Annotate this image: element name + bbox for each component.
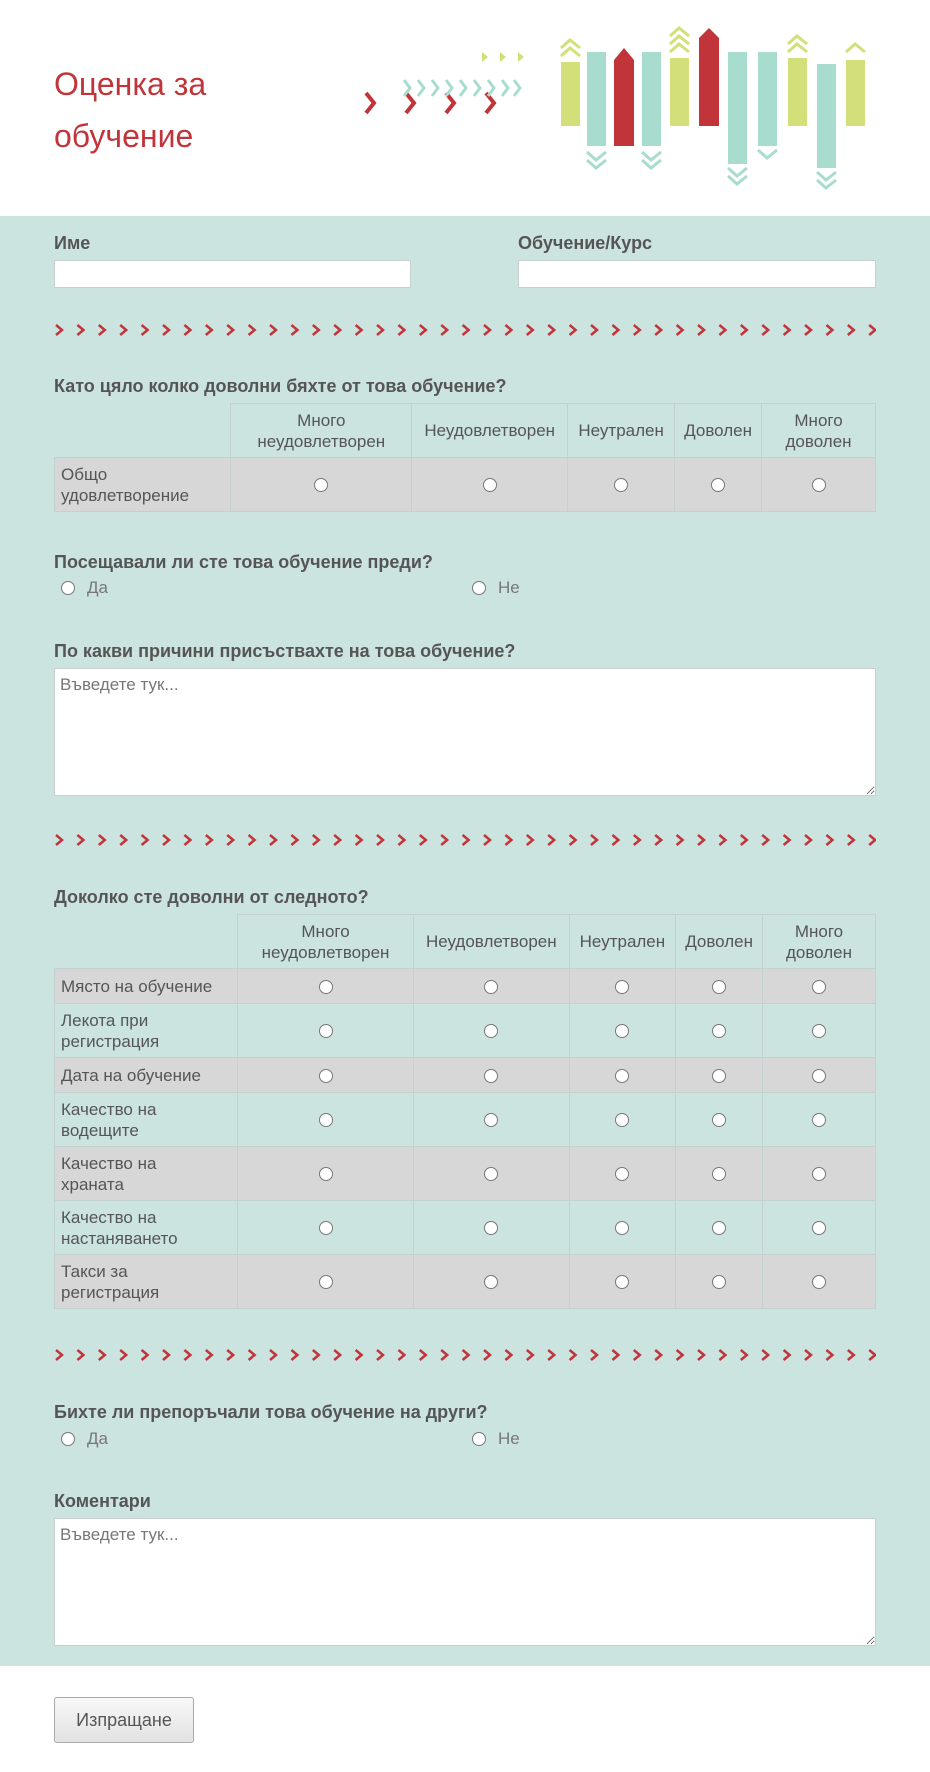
chevron-right-icon [463,1350,469,1360]
radio-neutral[interactable] [615,1113,629,1127]
radio-neutral[interactable] [615,1167,629,1181]
lime-arrows-icon [482,52,524,62]
chevron-right-icon [612,835,618,845]
chevron-right-icon [334,325,340,335]
chevron-right-icon [698,835,704,845]
radio-very-dissatisfied[interactable] [319,1167,333,1181]
form-header [0,0,930,216]
chevron-right-icon [99,835,105,845]
chevron-right-icon [634,325,640,335]
chevron-right-icon [420,1350,426,1360]
matrix-row [55,969,876,1004]
chevron-right-icon [206,835,212,845]
radio-very-dissatisfied[interactable] [314,478,328,492]
row-label: Такси за регистрация [55,1255,238,1309]
chevron-right-icon [291,1350,297,1360]
chevron-right-icon [227,325,233,335]
radio-satisfied[interactable] [711,478,725,492]
column-header-dissatisfied: Неудовлетворен [412,404,568,458]
chevron-right-icon [655,1350,661,1360]
submit-button[interactable]: Изпращане [54,1697,194,1743]
radio-dissatisfied[interactable] [483,478,497,492]
chevron-right-icon [677,835,683,845]
chevron-right-icon [270,1350,276,1360]
chevron-right-icon [356,1350,362,1360]
matrix-corner [55,404,231,458]
radio-yes[interactable] [61,1432,75,1446]
chevron-right-icon [56,325,62,335]
column-header-neutral: Неутрален [568,404,675,458]
chevron-right-icon [377,835,383,845]
vertical-arrow-bars-icon [561,28,865,188]
chevron-right-icon [163,1350,169,1360]
chevron-right-icon [463,835,469,845]
chevron-right-icon [120,325,126,335]
chevron-right-icon [612,1350,618,1360]
chevron-divider [54,1348,876,1362]
radio-very-satisfied[interactable] [812,1167,826,1181]
radio-neutral[interactable] [615,1024,629,1038]
chevron-right-icon [184,325,190,335]
chevron-right-icon [291,325,297,335]
column-header-very-satisfied: Много доволен [762,404,876,458]
chevron-right-icon [527,1350,533,1360]
form-body [0,216,930,1666]
chevron-right-icon [313,1350,319,1360]
q3-question: По какви причини присъствахте на това обучение? [54,641,516,661]
radio-neutral[interactable] [614,478,628,492]
column-header-very-dissatisfied: Много неудовлетворен [238,915,414,969]
chevron-right-icon [184,835,190,845]
matrix-row [55,1093,876,1147]
chevron-right-icon [99,1350,105,1360]
radio-very-satisfied[interactable] [812,1069,826,1083]
radio-satisfied[interactable] [712,1113,726,1127]
column-header-dissatisfied: Неудовлетворен [414,915,570,969]
radio-very-satisfied[interactable] [812,1275,826,1289]
radio-very-dissatisfied[interactable] [319,1113,333,1127]
chevron-right-icon [77,835,83,845]
radio-dissatisfied[interactable] [484,980,498,994]
radio-satisfied[interactable] [712,1167,726,1181]
q5-question: Бихте ли препоръчали това обучение на други? [54,1402,488,1422]
chevron-right-icon [848,835,854,845]
chevron-divider [54,833,876,847]
chevron-right-icon [719,1350,725,1360]
chevron-right-icon [505,1350,511,1360]
chevron-right-icon [227,1350,233,1360]
column-header-satisfied: Доволен [676,915,763,969]
chevron-right-icon [56,1350,62,1360]
matrix-row [55,1255,876,1309]
header-decoration-image [0,0,930,216]
chevron-right-icon [869,325,875,335]
matrix-corner [55,915,238,969]
chevron-right-icon [420,325,426,335]
chevron-right-icon [356,835,362,845]
chevron-right-icon [869,1350,875,1360]
chevron-right-icon [120,1350,126,1360]
q4-question: Доколко сте доволни от следното? [54,887,369,907]
chevron-right-icon [377,1350,383,1360]
title-line-1: Оценка за [54,66,207,102]
chevron-right-icon [762,835,768,845]
q6-question: Коментари [54,1491,151,1511]
chevron-right-icon [56,835,62,845]
q2-question: Посещавали ли сте това обучение преди? [54,552,433,572]
chevron-right-icon [377,325,383,335]
chevron-right-icon [227,835,233,845]
chevron-right-icon [505,325,511,335]
mint-chevrons-icon [404,80,520,96]
chevron-right-icon [463,325,469,335]
chevron-right-icon [719,835,725,845]
row-label: Качество на храната [55,1147,238,1201]
row-label: Качество на водещите [55,1093,238,1147]
reasons-textarea[interactable] [54,668,876,796]
chevron-right-icon [249,325,255,335]
radio-very-dissatisfied[interactable] [319,1275,333,1289]
chevron-right-icon [548,325,554,335]
chevron-right-icon [741,835,747,845]
chevron-right-icon [570,325,576,335]
radio-very-dissatisfied[interactable] [319,980,333,994]
chevron-right-icon [398,835,404,845]
chevron-right-icon [570,1350,576,1360]
radio-dissatisfied[interactable] [484,1167,498,1181]
chevron-right-icon [313,325,319,335]
chevron-right-icon [163,325,169,335]
column-header-very-satisfied: Много доволен [762,915,875,969]
chevron-right-icon [848,1350,854,1360]
name-label: Име [54,233,91,253]
chevron-right-icon [206,1350,212,1360]
chevron-right-icon [184,1350,190,1360]
chevron-right-icon [484,835,490,845]
radio-very-satisfied[interactable] [812,1024,826,1038]
radio-very-satisfied[interactable] [812,1113,826,1127]
chevron-right-icon [334,1350,340,1360]
radio-very-dissatisfied[interactable] [319,1024,333,1038]
chevron-right-icon [719,325,725,335]
chevron-right-icon [548,1350,554,1360]
chevron-right-icon [142,835,148,845]
q5-option-yes[interactable] [61,1429,108,1449]
matrix-row [55,1201,876,1255]
chevron-right-icon [805,835,811,845]
chevron-right-icon [784,1350,790,1360]
chevron-right-icon [655,835,661,845]
chevron-right-icon [313,835,319,845]
radio-dissatisfied[interactable] [484,1024,498,1038]
chevron-right-icon [484,325,490,335]
chevron-right-icon [784,835,790,845]
chevron-right-icon [291,835,297,845]
radio-neutral[interactable] [615,980,629,994]
chevron-right-icon [270,835,276,845]
chevron-right-icon [826,835,832,845]
q5-option-no[interactable] [472,1429,520,1449]
chevron-right-icon [249,835,255,845]
chevron-right-icon [527,325,533,335]
chevron-right-icon [505,835,511,845]
radio-no[interactable] [472,1432,486,1446]
radio-very-satisfied[interactable] [812,1221,826,1235]
chevron-right-icon [142,1350,148,1360]
chevron-right-icon [698,1350,704,1360]
chevron-right-icon [99,325,105,335]
chevron-right-icon [805,325,811,335]
chevron-right-icon [591,835,597,845]
chevron-right-icon [270,325,276,335]
q4-matrix [54,914,876,1309]
chevron-right-icon [698,325,704,335]
option-label-no: Не [498,1429,520,1448]
chevron-right-icon [826,325,832,335]
chevron-right-icon [398,1350,404,1360]
matrix-row [55,458,876,512]
radio-neutral[interactable] [615,1069,629,1083]
chevron-right-icon [206,325,212,335]
chevron-right-icon [441,1350,447,1360]
chevron-right-icon [869,835,875,845]
matrix-row [55,1147,876,1201]
chevron-right-icon [484,1350,490,1360]
chevron-right-icon [441,835,447,845]
radio-neutral[interactable] [615,1275,629,1289]
chevron-right-icon [762,325,768,335]
chevron-right-icon [634,1350,640,1360]
course-input[interactable] [518,260,876,288]
chevron-right-icon [655,325,661,335]
column-header-satisfied: Доволен [675,404,762,458]
matrix-row [55,1004,876,1058]
chevron-right-icon [634,835,640,845]
chevron-right-icon [826,1350,832,1360]
chevron-right-icon [784,325,790,335]
chevron-right-icon [398,325,404,335]
chevron-right-icon [848,325,854,335]
chevron-right-icon [249,1350,255,1360]
chevron-right-icon [677,1350,683,1360]
chevron-right-icon [591,325,597,335]
radio-dissatisfied[interactable] [484,1275,498,1289]
chevron-right-icon [570,835,576,845]
chevron-right-icon [762,1350,768,1360]
chevron-right-icon [77,325,83,335]
radio-dissatisfied[interactable] [484,1221,498,1235]
radio-very-satisfied[interactable] [812,980,826,994]
radio-satisfied[interactable] [712,1069,726,1083]
radio-very-dissatisfied[interactable] [319,1069,333,1083]
chevron-right-icon [591,1350,597,1360]
row-label: Място на обучение [55,969,238,1004]
chevron-right-icon [548,835,554,845]
radio-dissatisfied[interactable] [484,1069,498,1083]
chevron-right-icon [120,835,126,845]
radio-yes[interactable] [61,581,75,595]
radio-neutral[interactable] [615,1221,629,1235]
chevron-right-icon [805,1350,811,1360]
chevron-right-icon [420,835,426,845]
chevron-right-icon [163,835,169,845]
q2-option-no[interactable] [472,578,520,598]
comments-textarea[interactable] [54,1518,876,1646]
matrix-row [55,1058,876,1093]
q2-option-yes[interactable] [61,578,108,598]
radio-no[interactable] [472,581,486,595]
name-input[interactable] [54,260,411,288]
chevron-right-icon [741,1350,747,1360]
chevron-right-icon [77,1350,83,1360]
radio-very-satisfied[interactable] [812,478,826,492]
chevron-right-icon [142,325,148,335]
chevron-right-icon [441,325,447,335]
radio-satisfied[interactable] [712,1024,726,1038]
chevron-right-icon [527,835,533,845]
option-label-yes: Да [87,578,108,597]
chevron-right-icon [741,325,747,335]
title-line-2: обучение [54,118,194,154]
chevron-right-icon [334,835,340,845]
radio-very-dissatisfied[interactable] [319,1221,333,1235]
column-header-very-dissatisfied: Много неудовлетворен [231,404,412,458]
column-header-neutral: Неутрален [569,915,676,969]
chevron-divider [54,323,876,337]
radio-satisfied[interactable] [712,1275,726,1289]
chevron-right-icon [356,325,362,335]
q1-question: Като цяло колко доволни бяхте от това обучение? [54,376,507,396]
row-label: Дата на обучение [55,1058,238,1093]
radio-satisfied[interactable] [712,980,726,994]
radio-dissatisfied[interactable] [484,1113,498,1127]
radio-satisfied[interactable] [712,1221,726,1235]
course-label: Обучение/Курс [518,233,653,253]
chevron-right-icon [612,325,618,335]
row-label-overall: Общо удовлетворение [55,458,231,512]
row-label: Качество на настаняването [55,1201,238,1255]
option-label-yes: Да [87,1429,108,1448]
q1-matrix [54,403,876,512]
chevron-right-icon [677,325,683,335]
option-label-no: Не [498,578,520,597]
row-label: Лекота при регистрация [55,1004,238,1058]
